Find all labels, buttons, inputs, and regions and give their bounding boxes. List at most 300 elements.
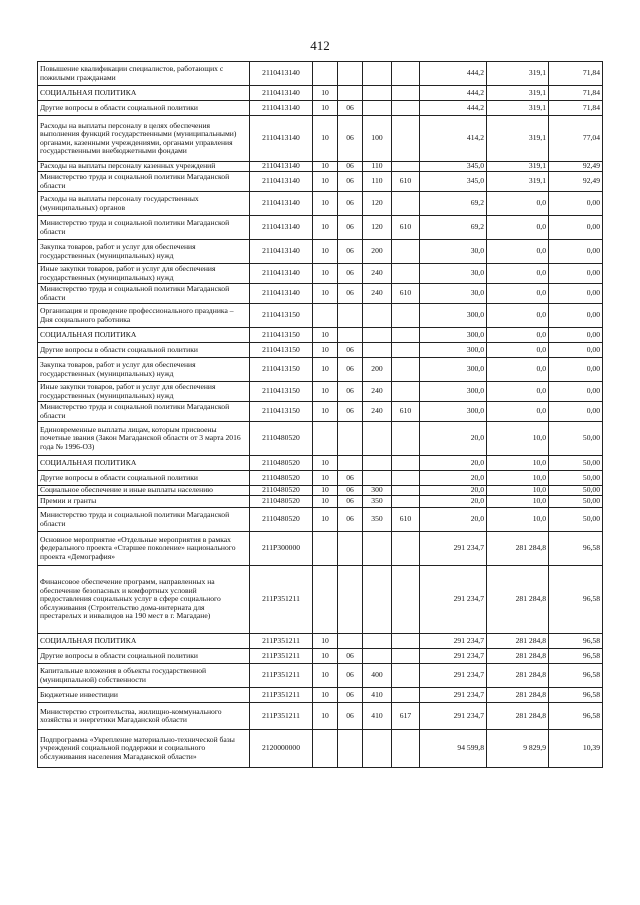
row-plan: 20,0 [420,496,487,508]
row-subsection [338,566,363,634]
row-plan: 291 234,7 [420,532,487,566]
row-code: 2110413140 [250,240,313,264]
row-expense-type [363,62,392,86]
row-section: 10 [313,192,338,216]
row-percent: 0,00 [549,343,603,358]
row-plan: 300,0 [420,358,487,382]
row-code: 2110413150 [250,382,313,402]
row-expense-type [363,343,392,358]
row-subsection: 06 [338,192,363,216]
table-row [38,730,603,768]
row-subsection: 06 [338,382,363,402]
row-subsection [338,456,363,471]
row-plan: 30,0 [420,264,487,284]
row-subsection [338,304,363,328]
row-name: Расходы на выплаты персоналу казенных учреждений [38,162,250,172]
row-percent: 77,04 [549,116,603,162]
row-executed: 319,1 [487,101,549,116]
row-expense-type [363,86,392,101]
row-expense-type: 240 [363,264,392,284]
row-organization [392,358,420,382]
row-code: 2110413140 [250,162,313,172]
row-subsection [338,62,363,86]
row-organization [392,162,420,172]
row-expense-type [363,456,392,471]
row-code: 2110413140 [250,192,313,216]
table-row [38,86,603,101]
row-executed: 281 284,8 [487,688,549,703]
table-row [38,402,603,422]
row-executed: 10,0 [487,508,549,532]
row-subsection [338,730,363,768]
row-expense-type [363,649,392,664]
page-number: 412 [310,38,330,53]
row-organization [392,343,420,358]
row-subsection [338,328,363,343]
row-plan: 291 234,7 [420,634,487,649]
row-organization [392,471,420,486]
table-row [38,264,603,284]
row-subsection: 06 [338,116,363,162]
row-section: 10 [313,284,338,304]
row-organization [392,101,420,116]
row-expense-type: 350 [363,496,392,508]
row-expense-type [363,471,392,486]
row-code: 211P351211 [250,703,313,730]
row-section: 10 [313,664,338,688]
row-plan: 20,0 [420,456,487,471]
row-section: 10 [313,358,338,382]
row-section [313,304,338,328]
table-row [38,688,603,703]
row-name: Бюджетные инвестиции [38,688,250,703]
row-percent: 96,58 [549,664,603,688]
row-name: СОЦИАЛЬНАЯ ПОЛИТИКА [38,86,250,101]
row-section: 10 [313,86,338,101]
row-percent: 96,58 [549,688,603,703]
row-section: 10 [313,101,338,116]
row-name: Министерство строительства, жилищно-коммунального хозяйства и энергетики Магаданской области [38,703,250,730]
row-organization [392,566,420,634]
row-expense-type: 110 [363,162,392,172]
table-row [38,566,603,634]
row-organization: 610 [392,284,420,304]
row-expense-type [363,730,392,768]
row-section [313,62,338,86]
row-percent: 96,58 [549,649,603,664]
row-section: 10 [313,508,338,532]
row-plan: 300,0 [420,343,487,358]
row-plan: 69,2 [420,192,487,216]
table-row [38,162,603,172]
row-expense-type: 300 [363,486,392,496]
row-organization: 610 [392,216,420,240]
row-code: 2110413140 [250,172,313,192]
row-section: 10 [313,634,338,649]
row-subsection: 06 [338,496,363,508]
row-code: 2110480520 [250,456,313,471]
row-expense-type [363,101,392,116]
row-executed: 319,1 [487,116,549,162]
row-plan: 300,0 [420,402,487,422]
row-subsection: 06 [338,649,363,664]
row-percent: 0,00 [549,304,603,328]
row-section: 10 [313,471,338,486]
row-plan: 20,0 [420,471,487,486]
row-organization [392,240,420,264]
row-percent: 50,00 [549,456,603,471]
row-organization [392,456,420,471]
row-percent: 0,00 [549,402,603,422]
row-code: 2110413140 [250,284,313,304]
row-code: 2110480520 [250,471,313,486]
row-subsection: 06 [338,486,363,496]
row-organization [392,532,420,566]
row-executed: 10,0 [487,422,549,456]
row-subsection: 06 [338,664,363,688]
row-subsection: 06 [338,358,363,382]
row-percent: 50,00 [549,471,603,486]
row-organization [392,264,420,284]
row-executed: 319,1 [487,62,549,86]
row-subsection: 06 [338,343,363,358]
row-name: Повышение квалификации специалистов, работающих с пожилыми гражданами [38,62,250,86]
row-executed: 281 284,8 [487,664,549,688]
row-section: 10 [313,216,338,240]
row-expense-type [363,304,392,328]
table-row [38,649,603,664]
row-plan: 444,2 [420,101,487,116]
row-percent: 0,00 [549,192,603,216]
row-percent: 92,49 [549,162,603,172]
row-organization [392,730,420,768]
row-expense-type [363,328,392,343]
row-code: 2110413140 [250,264,313,284]
row-subsection [338,422,363,456]
row-section: 10 [313,688,338,703]
row-executed: 319,1 [487,172,549,192]
row-expense-type: 350 [363,508,392,532]
row-name: Социальное обеспечение и иные выплаты населению [38,486,250,496]
row-percent: 50,00 [549,486,603,496]
row-subsection: 06 [338,264,363,284]
row-expense-type: 240 [363,284,392,304]
table-row [38,328,603,343]
row-section: 10 [313,172,338,192]
row-expense-type [363,422,392,456]
row-plan: 291 234,7 [420,649,487,664]
row-expense-type: 120 [363,192,392,216]
row-name: Другие вопросы в области социальной политики [38,471,250,486]
row-code: 2110413150 [250,304,313,328]
row-percent: 71,84 [549,86,603,101]
row-organization [392,688,420,703]
row-organization [392,486,420,496]
row-expense-type [363,634,392,649]
table-row [38,284,603,304]
budget-table [37,61,603,768]
row-executed: 0,0 [487,192,549,216]
row-subsection: 06 [338,471,363,486]
row-section: 10 [313,649,338,664]
row-expense-type: 240 [363,382,392,402]
table-row [38,382,603,402]
row-name: Расходы на выплаты персоналу в целях обеспечения выполнения функций государственными (муниципальными) органами, казенными учреждениями, органами управления государственными внебюджетными фондами [38,116,250,162]
row-name: Основное мероприятие «Отдельные мероприятия в рамках федерального проекта «Старшее поколение» национального проекта «Демография» [38,532,250,566]
row-organization [392,86,420,101]
row-plan: 291 234,7 [420,566,487,634]
row-code: 2120000000 [250,730,313,768]
table-row [38,508,603,532]
row-percent: 71,84 [549,101,603,116]
row-section: 10 [313,116,338,162]
row-code: 211P351211 [250,688,313,703]
row-organization [392,664,420,688]
row-name: Подпрограмма «Укрепление материально-технической базы учреждений социальной поддержки и социального обслуживания населения Магаданской области» [38,730,250,768]
row-code: 2110413150 [250,343,313,358]
row-name: Закупка товаров, работ и услуг для обеспечения государственных (муниципальных) нужд [38,358,250,382]
row-percent: 0,00 [549,382,603,402]
row-percent: 92,49 [549,172,603,192]
row-plan: 94 599,8 [420,730,487,768]
row-name: Министерство труда и социальной политики Магаданской области [38,172,250,192]
row-name: Другие вопросы в области социальной политики [38,343,250,358]
row-executed: 0,0 [487,382,549,402]
row-section [313,730,338,768]
row-code: 211P351211 [250,566,313,634]
row-expense-type: 240 [363,402,392,422]
row-plan: 300,0 [420,328,487,343]
row-executed: 319,1 [487,86,549,101]
row-plan: 20,0 [420,508,487,532]
row-percent: 96,58 [549,703,603,730]
row-organization [392,116,420,162]
table-row [38,422,603,456]
table-row [38,456,603,471]
row-subsection [338,86,363,101]
row-name: Премии и гранты [38,496,250,508]
table-row [38,358,603,382]
row-name: Организация и проведение профессионального праздника – Дня социального работника [38,304,250,328]
table-row [38,304,603,328]
row-executed: 9 829,9 [487,730,549,768]
row-name: СОЦИАЛЬНАЯ ПОЛИТИКА [38,634,250,649]
row-code: 2110480520 [250,508,313,532]
row-name: Расходы на выплаты персоналу государственных (муниципальных) органов [38,192,250,216]
row-name: СОЦИАЛЬНАЯ ПОЛИТИКА [38,328,250,343]
row-name: Единовременные выплаты лицам, которым присвоены почетные звания (Закон Магаданской области от 3 марта 2016 года № 1996-ОЗ) [38,422,250,456]
table-row [38,486,603,496]
row-executed: 0,0 [487,304,549,328]
row-expense-type: 100 [363,116,392,162]
row-plan: 20,0 [420,422,487,456]
row-percent: 50,00 [549,508,603,532]
row-plan: 300,0 [420,304,487,328]
row-executed: 0,0 [487,358,549,382]
row-executed: 281 284,8 [487,649,549,664]
row-plan: 291 234,7 [420,664,487,688]
table-row [38,471,603,486]
row-percent: 0,00 [549,284,603,304]
table-row [38,192,603,216]
table-row [38,62,603,86]
row-organization [392,649,420,664]
table-row [38,703,603,730]
row-executed: 281 284,8 [487,566,549,634]
table-row [38,343,603,358]
row-code: 211P351211 [250,664,313,688]
row-percent: 10,39 [549,730,603,768]
row-subsection: 06 [338,508,363,532]
row-code: 2110413140 [250,86,313,101]
row-executed: 10,0 [487,456,549,471]
row-code: 2110413140 [250,101,313,116]
row-percent: 0,00 [549,240,603,264]
row-subsection: 06 [338,240,363,264]
row-name: Иные закупки товаров, работ и услуг для обеспечения государственных (муниципальных) нужд [38,382,250,402]
table-row [38,664,603,688]
row-code: 2110413150 [250,328,313,343]
row-code: 211P351211 [250,649,313,664]
row-code: 2110480520 [250,486,313,496]
row-section: 10 [313,162,338,172]
row-code: 2110413150 [250,358,313,382]
row-plan: 444,2 [420,86,487,101]
row-code: 211P300000 [250,532,313,566]
row-executed: 0,0 [487,328,549,343]
row-organization [392,634,420,649]
row-plan: 345,0 [420,172,487,192]
row-executed: 0,0 [487,284,549,304]
row-code: 2110413150 [250,402,313,422]
row-organization [392,422,420,456]
row-name: Закупка товаров, работ и услуг для обеспечения государственных (муниципальных) нужд [38,240,250,264]
row-organization: 610 [392,508,420,532]
row-name: Другие вопросы в области социальной политики [38,101,250,116]
table-row [38,496,603,508]
row-expense-type [363,532,392,566]
row-name: Финансовое обеспечение программ, направленных на обеспечение безопасных и комфортных условий предоставления социальных услуг в сфере социального обслуживания (Строительство дома-интерната для престарелых и инвалидов на 190 мест в г. Магадане) [38,566,250,634]
row-executed: 281 284,8 [487,703,549,730]
row-organization [392,328,420,343]
row-code: 2110413140 [250,62,313,86]
row-plan: 30,0 [420,284,487,304]
row-plan: 345,0 [420,162,487,172]
row-code: 2110413140 [250,216,313,240]
row-percent: 0,00 [549,328,603,343]
row-section: 10 [313,328,338,343]
row-percent: 0,00 [549,264,603,284]
row-executed: 10,0 [487,471,549,486]
row-organization [392,192,420,216]
row-subsection [338,634,363,649]
row-percent: 96,58 [549,532,603,566]
table-row [38,532,603,566]
row-expense-type: 120 [363,216,392,240]
row-percent: 50,00 [549,422,603,456]
row-organization [392,382,420,402]
table-row [38,216,603,240]
row-section: 10 [313,456,338,471]
row-plan: 20,0 [420,486,487,496]
row-organization [392,62,420,86]
row-section [313,532,338,566]
row-percent: 0,00 [549,358,603,382]
row-organization [392,496,420,508]
row-executed: 0,0 [487,402,549,422]
row-subsection [338,532,363,566]
row-plan: 414,2 [420,116,487,162]
row-section: 10 [313,343,338,358]
row-percent: 96,58 [549,566,603,634]
row-subsection: 06 [338,101,363,116]
row-section: 10 [313,240,338,264]
row-name: Иные закупки товаров, работ и услуг для обеспечения государственных (муниципальных) нужд [38,264,250,284]
row-plan: 291 234,7 [420,703,487,730]
row-subsection: 06 [338,216,363,240]
table-body [38,62,603,768]
row-expense-type: 410 [363,703,392,730]
row-expense-type: 410 [363,688,392,703]
row-organization: 610 [392,402,420,422]
row-name: СОЦИАЛЬНАЯ ПОЛИТИКА [38,456,250,471]
row-name: Министерство труда и социальной политики Магаданской области [38,508,250,532]
row-subsection: 06 [338,284,363,304]
row-section: 10 [313,496,338,508]
row-organization: 610 [392,172,420,192]
row-name: Другие вопросы в области социальной политики [38,649,250,664]
table-row [38,634,603,649]
row-executed: 0,0 [487,216,549,240]
row-name: Министерство труда и социальной политики Магаданской области [38,402,250,422]
row-organization [392,304,420,328]
row-percent: 96,58 [549,634,603,649]
table-row [38,172,603,192]
row-name: Капитальные вложения в объекты государственной (муниципальной) собственности [38,664,250,688]
row-expense-type: 110 [363,172,392,192]
row-name: Министерство труда и социальной политики Магаданской области [38,216,250,240]
row-executed: 0,0 [487,240,549,264]
row-percent: 71,84 [549,62,603,86]
row-section: 10 [313,382,338,402]
table-row [38,101,603,116]
row-executed: 281 284,8 [487,532,549,566]
row-section [313,566,338,634]
row-code: 211P351211 [250,634,313,649]
row-code: 2110480520 [250,496,313,508]
row-executed: 10,0 [487,486,549,496]
row-expense-type: 400 [363,664,392,688]
row-subsection: 06 [338,172,363,192]
row-executed: 281 284,8 [487,634,549,649]
row-organization: 617 [392,703,420,730]
row-percent: 50,00 [549,496,603,508]
row-plan: 444,2 [420,62,487,86]
row-name: Министерство труда и социальной политики Магаданской области [38,284,250,304]
row-section [313,422,338,456]
row-expense-type: 200 [363,240,392,264]
row-subsection: 06 [338,402,363,422]
row-plan: 30,0 [420,240,487,264]
row-expense-type [363,566,392,634]
row-plan: 291 234,7 [420,688,487,703]
row-executed: 0,0 [487,264,549,284]
row-executed: 0,0 [487,343,549,358]
row-expense-type: 200 [363,358,392,382]
row-code: 2110413140 [250,116,313,162]
row-plan: 69,2 [420,216,487,240]
row-executed: 319,1 [487,162,549,172]
